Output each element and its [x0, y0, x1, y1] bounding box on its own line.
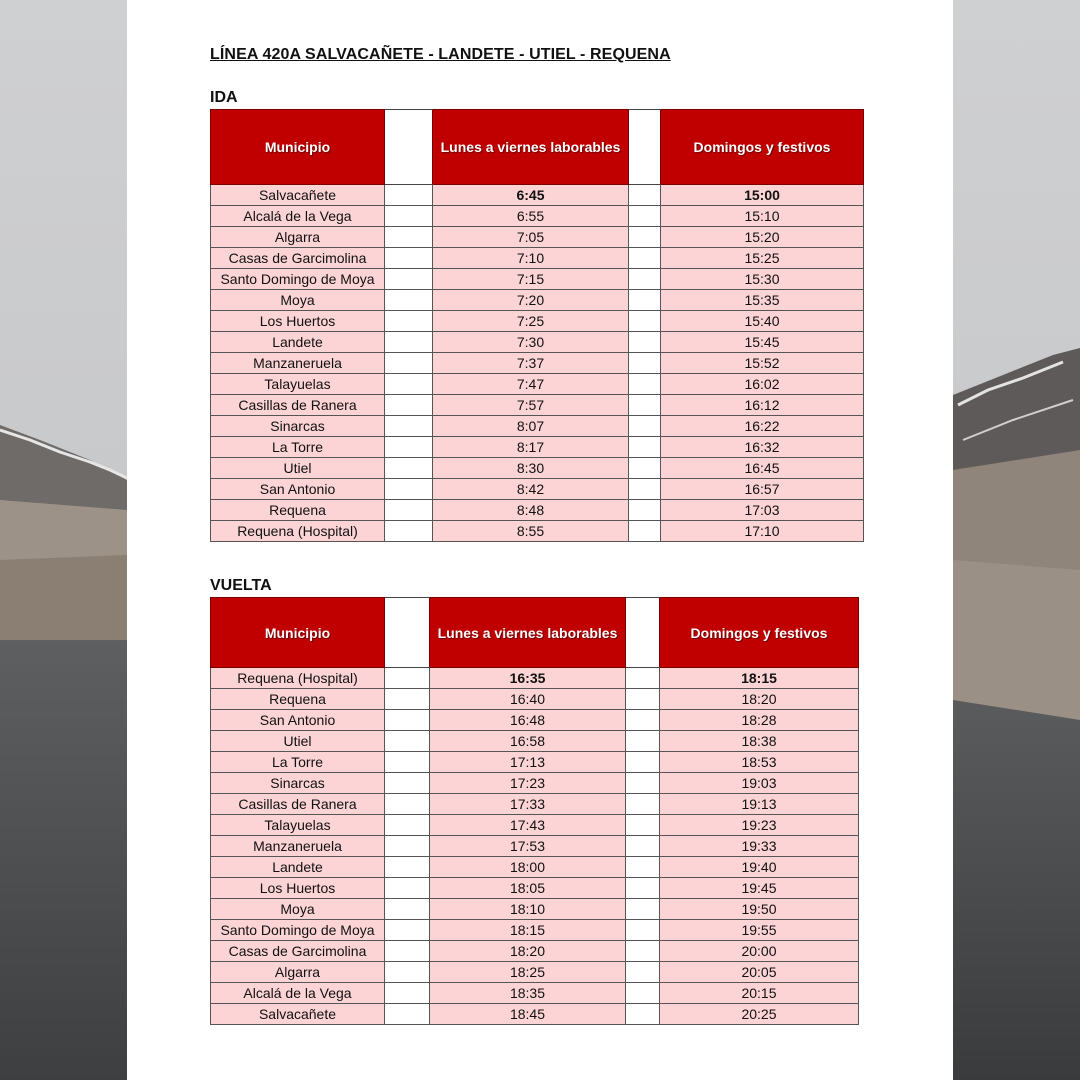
cell-laborables: 7:25: [433, 311, 629, 332]
cell-gap: [626, 668, 660, 689]
cell-gap: [385, 752, 430, 773]
cell-municipio: Sinarcas: [211, 773, 385, 794]
cell-festivos: 15:52: [661, 353, 864, 374]
cell-laborables: 17:23: [430, 773, 626, 794]
cell-gap: [385, 815, 430, 836]
cell-municipio: San Antonio: [211, 479, 385, 500]
cell-gap: [385, 353, 433, 374]
cell-gap: [629, 332, 661, 353]
header-festivos: Domingos y festivos: [661, 110, 864, 185]
cell-municipio: Requena (Hospital): [211, 521, 385, 542]
cell-festivos: 17:10: [661, 521, 864, 542]
cell-municipio: San Antonio: [211, 710, 385, 731]
cell-festivos: 16:32: [661, 437, 864, 458]
cell-municipio: Talayuelas: [211, 815, 385, 836]
table-row: [211, 479, 864, 500]
header-laborables: Lunes a viernes laborables: [433, 110, 629, 185]
cell-gap: [626, 878, 660, 899]
cell-festivos: 16:57: [661, 479, 864, 500]
column-gap: [629, 110, 661, 185]
cell-municipio: La Torre: [211, 752, 385, 773]
table-row: [211, 689, 859, 710]
cell-municipio: Utiel: [211, 731, 385, 752]
cell-municipio: Santo Domingo de Moya: [211, 920, 385, 941]
cell-municipio: Sinarcas: [211, 416, 385, 437]
table-row: [211, 311, 864, 332]
table-row: [211, 920, 859, 941]
table-header-row: [211, 110, 864, 185]
cell-festivos: 19:50: [660, 899, 859, 920]
table-row: [211, 332, 864, 353]
cell-gap: [629, 521, 661, 542]
cell-municipio: Requena: [211, 500, 385, 521]
cell-municipio: Casillas de Ranera: [211, 794, 385, 815]
cell-gap: [385, 920, 430, 941]
table-row: [211, 248, 864, 269]
cell-gap: [629, 458, 661, 479]
table-row: [211, 185, 864, 206]
cell-laborables: 7:47: [433, 374, 629, 395]
cell-gap: [385, 395, 433, 416]
cell-festivos: 19:23: [660, 815, 859, 836]
table-row: [211, 836, 859, 857]
cell-gap: [626, 920, 660, 941]
cell-festivos: 19:33: [660, 836, 859, 857]
cell-municipio: Moya: [211, 290, 385, 311]
cell-gap: [385, 836, 430, 857]
cell-municipio: Alcalá de la Vega: [211, 206, 385, 227]
header-municipio: Municipio: [211, 598, 385, 668]
cell-laborables: 16:35: [430, 668, 626, 689]
cell-laborables: 17:13: [430, 752, 626, 773]
table-row: [211, 815, 859, 836]
cell-municipio: Santo Domingo de Moya: [211, 269, 385, 290]
cell-gap: [385, 374, 433, 395]
table-row: [211, 416, 864, 437]
cell-festivos: 18:20: [660, 689, 859, 710]
cell-laborables: 18:10: [430, 899, 626, 920]
cell-festivos: 20:05: [660, 962, 859, 983]
cell-festivos: 17:03: [661, 500, 864, 521]
cell-gap: [385, 983, 430, 1004]
cell-laborables: 18:00: [430, 857, 626, 878]
cell-gap: [629, 500, 661, 521]
cell-gap: [385, 227, 433, 248]
table-row: [211, 668, 859, 689]
table-row: [211, 752, 859, 773]
cell-gap: [385, 185, 433, 206]
cell-gap: [385, 1004, 430, 1025]
table-row: [211, 773, 859, 794]
cell-gap: [626, 962, 660, 983]
cell-laborables: 18:25: [430, 962, 626, 983]
cell-festivos: 18:28: [660, 710, 859, 731]
timetable-ida: [210, 109, 864, 542]
cell-municipio: Talayuelas: [211, 374, 385, 395]
background-landscape-right: [953, 0, 1080, 1080]
cell-laborables: 18:20: [430, 941, 626, 962]
cell-gap: [385, 479, 433, 500]
cell-laborables: 7:05: [433, 227, 629, 248]
cell-municipio: Casas de Garcimolina: [211, 248, 385, 269]
cell-gap: [629, 311, 661, 332]
cell-gap: [385, 248, 433, 269]
cell-festivos: 16:02: [661, 374, 864, 395]
table-row: [211, 227, 864, 248]
cell-laborables: 6:55: [433, 206, 629, 227]
cell-gap: [385, 773, 430, 794]
cell-laborables: 8:55: [433, 521, 629, 542]
cell-festivos: 15:40: [661, 311, 864, 332]
table-row: [211, 983, 859, 1004]
cell-gap: [385, 857, 430, 878]
cell-laborables: 8:30: [433, 458, 629, 479]
header-laborables: Lunes a viernes laborables: [430, 598, 626, 668]
cell-festivos: 19:45: [660, 878, 859, 899]
cell-municipio: Algarra: [211, 962, 385, 983]
column-gap: [385, 598, 430, 668]
cell-festivos: 15:45: [661, 332, 864, 353]
cell-laborables: 7:30: [433, 332, 629, 353]
cell-gap: [385, 710, 430, 731]
cell-gap: [385, 899, 430, 920]
cell-gap: [629, 185, 661, 206]
cell-laborables: 18:05: [430, 878, 626, 899]
cell-gap: [629, 416, 661, 437]
cell-gap: [385, 290, 433, 311]
cell-municipio: Landete: [211, 857, 385, 878]
background-landscape-left: [0, 0, 127, 1080]
cell-festivos: 20:00: [660, 941, 859, 962]
cell-gap: [626, 689, 660, 710]
cell-laborables: 16:40: [430, 689, 626, 710]
cell-gap: [629, 227, 661, 248]
cell-laborables: 7:20: [433, 290, 629, 311]
cell-gap: [385, 689, 430, 710]
cell-gap: [385, 269, 433, 290]
page-title: LÍNEA 420A SALVACAÑETE - LANDETE - UTIEL - REQUENA: [210, 46, 671, 63]
cell-gap: [626, 857, 660, 878]
cell-municipio: Casas de Garcimolina: [211, 941, 385, 962]
cell-laborables: 7:57: [433, 395, 629, 416]
table-row: [211, 899, 859, 920]
cell-laborables: 18:45: [430, 1004, 626, 1025]
table-header-row: [211, 598, 859, 668]
cell-festivos: 15:10: [661, 206, 864, 227]
cell-gap: [626, 983, 660, 1004]
cell-laborables: 7:10: [433, 248, 629, 269]
cell-municipio: Salvacañete: [211, 1004, 385, 1025]
cell-municipio: Manzaneruela: [211, 353, 385, 374]
table-row: [211, 206, 864, 227]
table-row: [211, 437, 864, 458]
cell-municipio: Landete: [211, 332, 385, 353]
table-row: [211, 458, 864, 479]
cell-gap: [626, 794, 660, 815]
cell-laborables: 8:48: [433, 500, 629, 521]
cell-gap: [385, 458, 433, 479]
cell-municipio: Moya: [211, 899, 385, 920]
cell-laborables: 7:37: [433, 353, 629, 374]
cell-gap: [629, 248, 661, 269]
cell-festivos: 19:55: [660, 920, 859, 941]
cell-festivos: 19:03: [660, 773, 859, 794]
cell-festivos: 18:38: [660, 731, 859, 752]
cell-gap: [626, 941, 660, 962]
cell-gap: [626, 815, 660, 836]
cell-festivos: 16:45: [661, 458, 864, 479]
cell-laborables: 16:48: [430, 710, 626, 731]
cell-gap: [626, 731, 660, 752]
timetable-vuelta: [210, 597, 859, 1025]
cell-gap: [385, 962, 430, 983]
cell-laborables: 18:35: [430, 983, 626, 1004]
cell-gap: [385, 794, 430, 815]
cell-gap: [629, 269, 661, 290]
cell-gap: [626, 752, 660, 773]
cell-municipio: Requena (Hospital): [211, 668, 385, 689]
cell-gap: [385, 878, 430, 899]
table-row: [211, 1004, 859, 1025]
cell-laborables: 17:33: [430, 794, 626, 815]
cell-municipio: Utiel: [211, 458, 385, 479]
cell-gap: [629, 437, 661, 458]
cell-laborables: 17:43: [430, 815, 626, 836]
cell-laborables: 8:17: [433, 437, 629, 458]
cell-laborables: 7:15: [433, 269, 629, 290]
cell-municipio: Alcalá de la Vega: [211, 983, 385, 1004]
cell-festivos: 19:40: [660, 857, 859, 878]
cell-municipio: La Torre: [211, 437, 385, 458]
cell-gap: [629, 374, 661, 395]
cell-municipio: Manzaneruela: [211, 836, 385, 857]
cell-gap: [385, 437, 433, 458]
table-row: [211, 878, 859, 899]
table-row: [211, 710, 859, 731]
table-row: [211, 521, 864, 542]
section-label-ida: IDA: [210, 89, 238, 106]
table-row: [211, 731, 859, 752]
cell-gap: [385, 521, 433, 542]
cell-gap: [629, 395, 661, 416]
header-festivos: Domingos y festivos: [660, 598, 859, 668]
cell-laborables: 6:45: [433, 185, 629, 206]
section-label-vuelta: VUELTA: [210, 577, 272, 594]
cell-municipio: Algarra: [211, 227, 385, 248]
cell-laborables: 17:53: [430, 836, 626, 857]
cell-festivos: 16:12: [661, 395, 864, 416]
cell-gap: [626, 836, 660, 857]
cell-gap: [385, 941, 430, 962]
cell-laborables: 8:07: [433, 416, 629, 437]
cell-festivos: 15:25: [661, 248, 864, 269]
column-gap: [385, 110, 433, 185]
table-row: [211, 395, 864, 416]
cell-festivos: 16:22: [661, 416, 864, 437]
cell-municipio: Requena: [211, 689, 385, 710]
cell-gap: [629, 290, 661, 311]
cell-gap: [385, 500, 433, 521]
table-row: [211, 857, 859, 878]
cell-laborables: 18:15: [430, 920, 626, 941]
cell-festivos: 15:20: [661, 227, 864, 248]
cell-municipio: Casillas de Ranera: [211, 395, 385, 416]
cell-festivos: 20:25: [660, 1004, 859, 1025]
cell-festivos: 15:00: [661, 185, 864, 206]
cell-festivos: 15:35: [661, 290, 864, 311]
table-row: [211, 962, 859, 983]
cell-gap: [626, 773, 660, 794]
table-row: [211, 500, 864, 521]
column-gap: [626, 598, 660, 668]
cell-gap: [385, 332, 433, 353]
table-row: [211, 353, 864, 374]
table-row: [211, 941, 859, 962]
cell-gap: [629, 479, 661, 500]
cell-municipio: Los Huertos: [211, 878, 385, 899]
cell-gap: [385, 668, 430, 689]
cell-laborables: 16:58: [430, 731, 626, 752]
cell-gap: [629, 353, 661, 374]
cell-laborables: 8:42: [433, 479, 629, 500]
table-row: [211, 794, 859, 815]
table-row: [211, 374, 864, 395]
cell-festivos: 20:15: [660, 983, 859, 1004]
table-row: [211, 269, 864, 290]
cell-gap: [626, 899, 660, 920]
cell-gap: [626, 710, 660, 731]
cell-gap: [385, 731, 430, 752]
cell-festivos: 18:15: [660, 668, 859, 689]
header-municipio: Municipio: [211, 110, 385, 185]
cell-municipio: Los Huertos: [211, 311, 385, 332]
table-row: [211, 290, 864, 311]
cell-gap: [385, 206, 433, 227]
cell-gap: [626, 1004, 660, 1025]
cell-festivos: 15:30: [661, 269, 864, 290]
cell-gap: [385, 311, 433, 332]
cell-municipio: Salvacañete: [211, 185, 385, 206]
cell-festivos: 18:53: [660, 752, 859, 773]
cell-festivos: 19:13: [660, 794, 859, 815]
cell-gap: [629, 206, 661, 227]
cell-gap: [385, 416, 433, 437]
